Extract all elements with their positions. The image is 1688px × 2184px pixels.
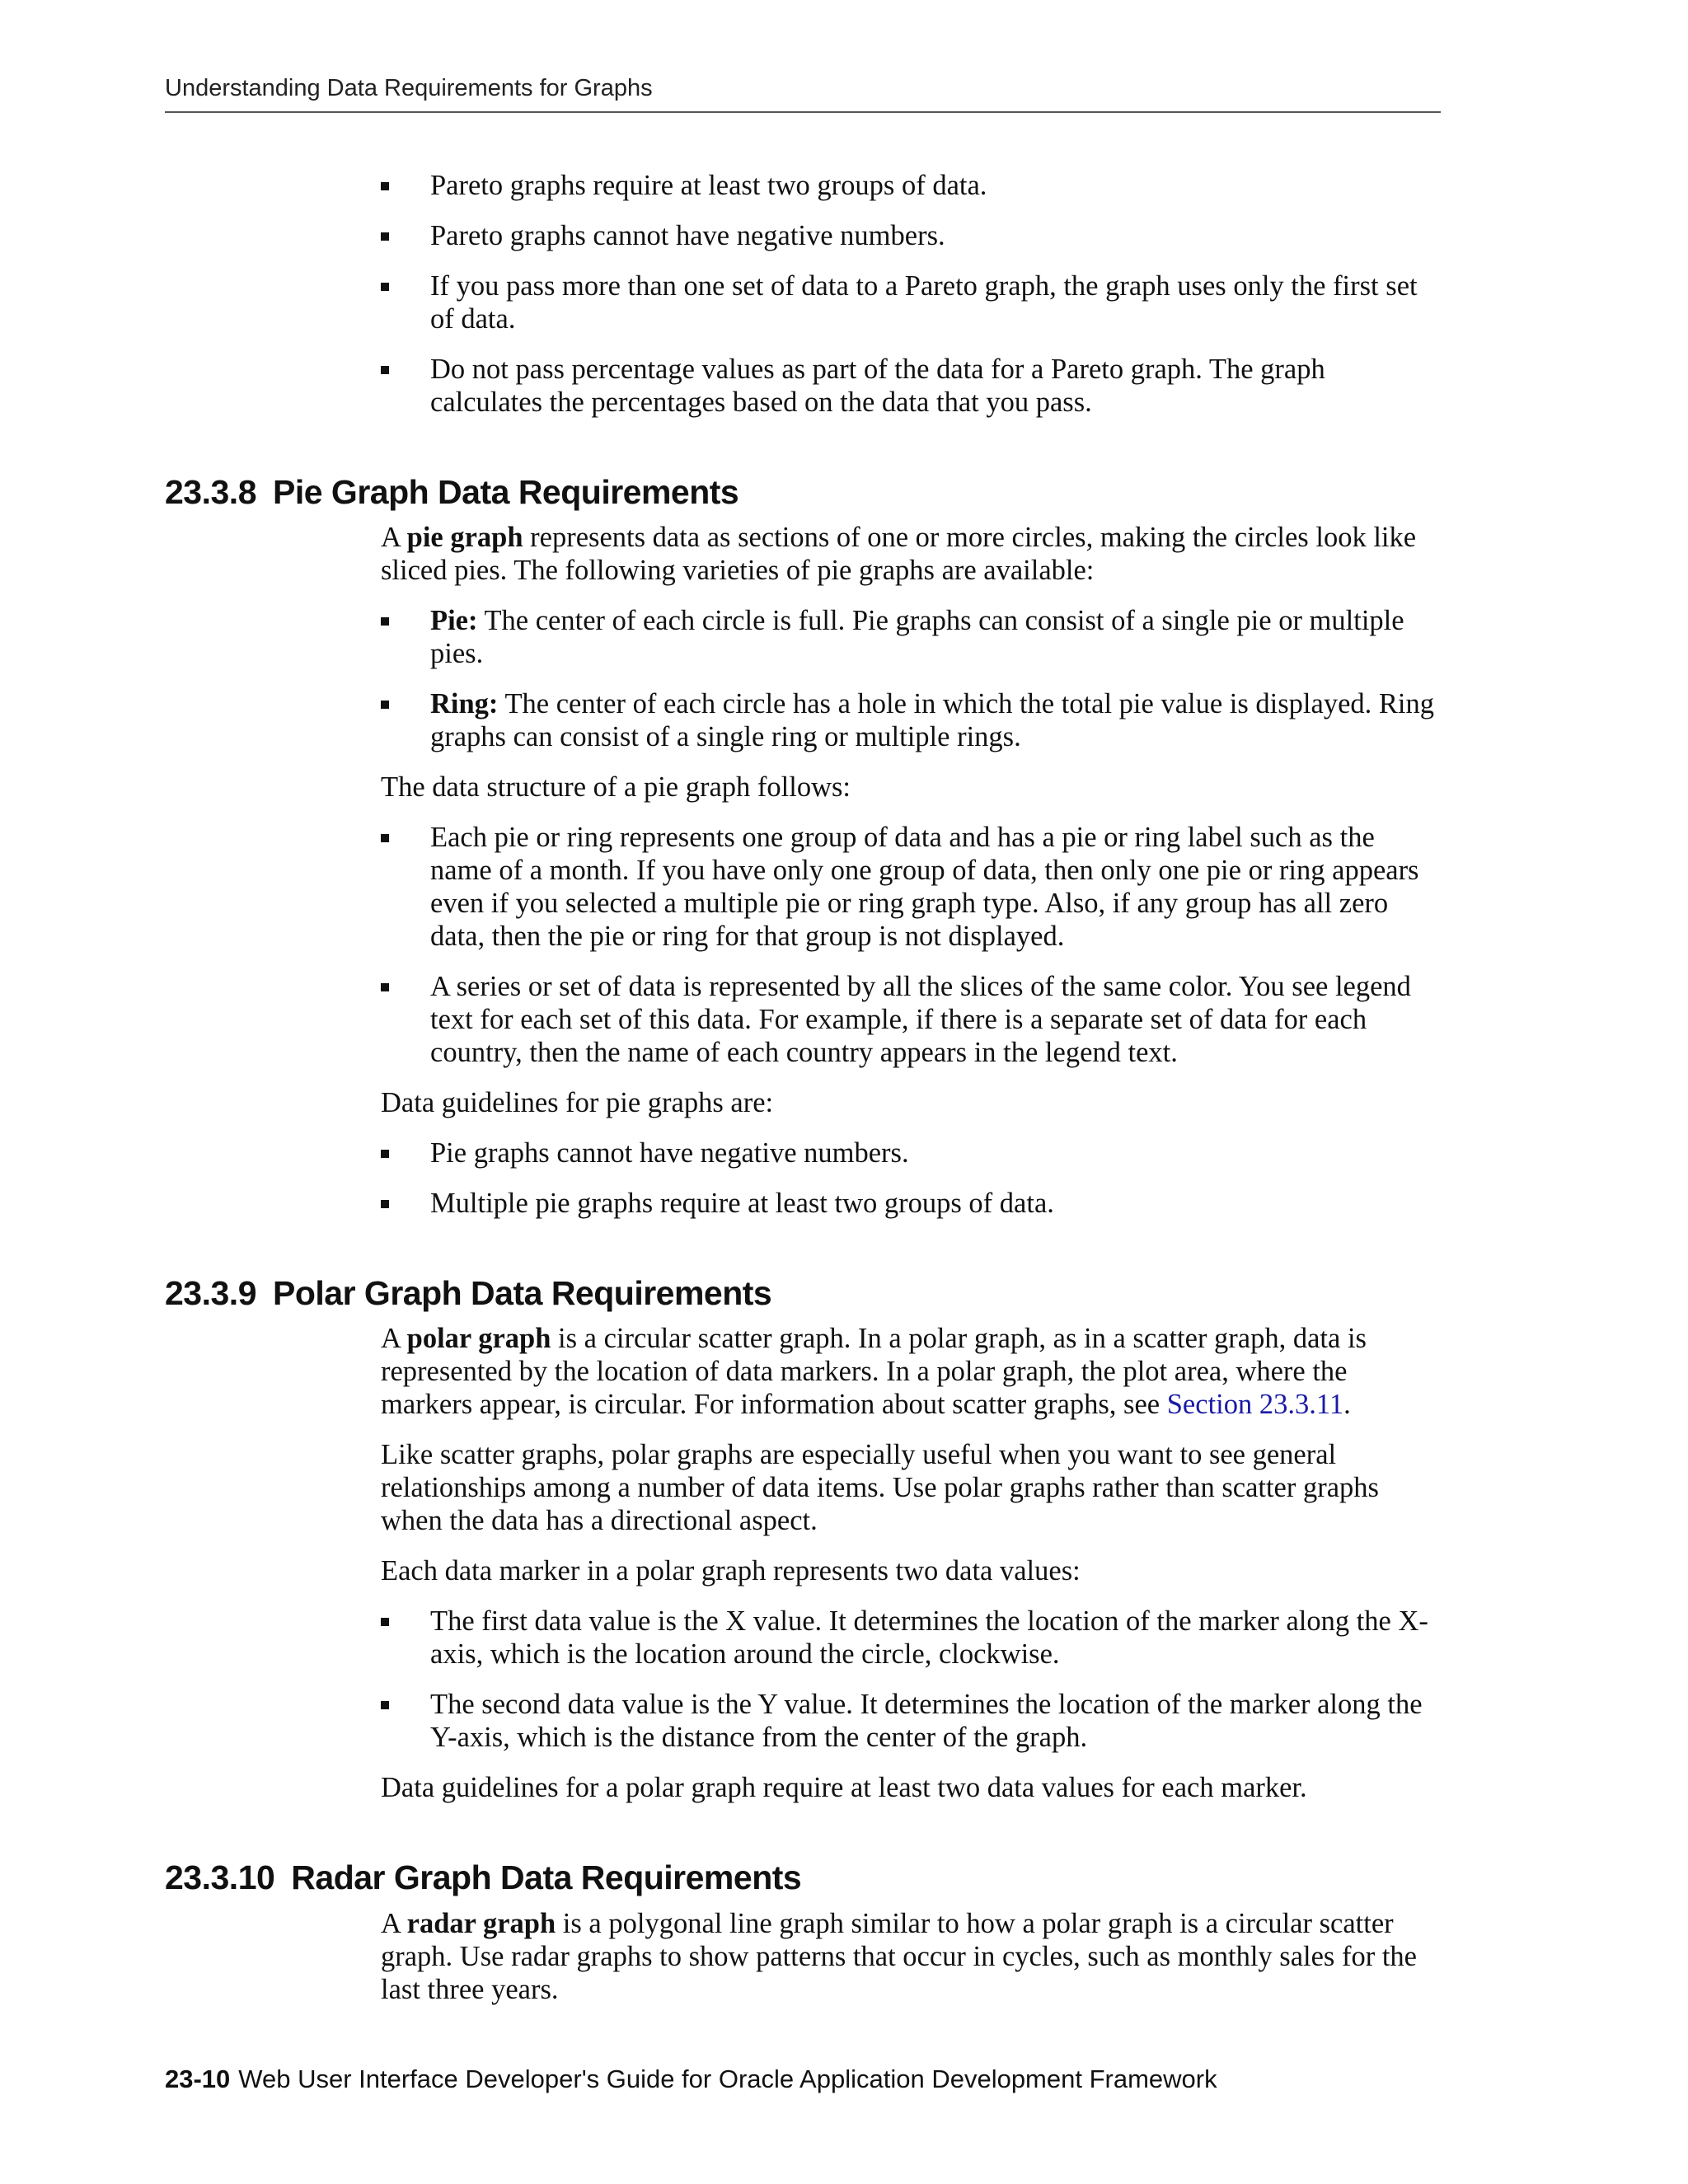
page-content — [165, 169, 1441, 2023]
term: Ring: — [430, 688, 499, 720]
section-number: 23.3.10 — [165, 1858, 275, 1897]
section-link[interactable]: Section 23.3.11 — [1166, 1389, 1344, 1421]
paragraph: Each data marker in a polar graph represents two data values: — [381, 1555, 1081, 1587]
running-header — [165, 74, 1441, 113]
section-body-radar — [381, 1907, 1441, 2006]
pareto-continuation — [381, 169, 1441, 419]
paragraph: Data guidelines for a polar graph require at least two data values for each marker. — [381, 1772, 1307, 1804]
section-heading-pie — [165, 472, 1441, 513]
section-body-pie — [381, 521, 1441, 1220]
square-bullet-icon — [381, 617, 389, 626]
square-bullet-icon — [381, 182, 389, 190]
guidelines-list — [381, 1137, 1441, 1220]
square-bullet-icon — [381, 701, 389, 709]
section-number: 23.3.8 — [165, 473, 256, 511]
list-item: The first data value is the X value. It determines the location of the marker along the X-axis, which is the location around the circle, clockwise. — [381, 1605, 1441, 1671]
term: pie graph — [406, 522, 523, 554]
square-bullet-icon — [381, 1200, 389, 1208]
section-body-polar — [381, 1322, 1441, 1804]
square-bullet-icon — [381, 232, 389, 241]
structure-list — [381, 821, 1441, 1069]
square-bullet-icon — [381, 983, 389, 991]
varieties-list — [381, 604, 1441, 753]
square-bullet-icon — [381, 1150, 389, 1158]
list-item: Pie: The center of each circle is full. Pie graphs can consist of a single pie or multiple pies. — [381, 604, 1441, 670]
square-bullet-icon — [381, 834, 389, 842]
pareto-bullet-list — [381, 169, 1441, 419]
paragraph: A pie graph represents data as sections of one or more circles, making the circles look like sliced pies. The following varieties of pie graphs are available: — [381, 522, 1417, 587]
list-item: If you pass more than one set of data to a Pareto graph, the graph uses only the first set of data. — [381, 269, 1441, 335]
term: polar graph — [406, 1323, 551, 1355]
square-bullet-icon — [381, 283, 389, 291]
list-item: Pareto graphs cannot have negative numbers. — [381, 219, 1441, 252]
square-bullet-icon — [381, 366, 389, 374]
section-heading-radar — [165, 1858, 1441, 1898]
paragraph: A polar graph is a circular scatter graph. In a polar graph, as in a scatter graph, data is represented by the location of data markers. In a polar graph, the plot area, where the markers appear, is circular. For information about scatter graphs, see Section 23.3.11. — [381, 1323, 1367, 1421]
section-title: Radar Graph Data Requirements — [291, 1858, 802, 1897]
list-item: Ring: The center of each circle has a hole in which the total pie value is displayed. Ring graphs can consist of a single ring or multiple rings. — [381, 687, 1441, 753]
paragraph: A radar graph is a polygonal line graph similar to how a polar graph is a circular scatter graph. Use radar graphs to show patterns that occur in cycles, such as monthly sales for the last three years. — [381, 1907, 1417, 2005]
list-item: A series or set of data is represented by all the slices of the same color. You see legend text for each set of this data. For example, if there is a separate set of data for each country, then the name of each country appears in the legend text. — [381, 970, 1441, 1069]
section-number: 23.3.9 — [165, 1274, 256, 1313]
term: radar graph — [406, 1907, 556, 1939]
list-item: Each pie or ring represents one group of data and has a pie or ring label such as the name of a month. If you have only one group of data, then only one pie or ring appears even if you selected a multiple pie or ring graph type. Also, if any group has all zero data, then the pie or ring for that group is not displayed. — [381, 821, 1441, 953]
list-item: Multiple pie graphs require at least two groups of data. — [381, 1187, 1441, 1220]
paragraph: Like scatter graphs, polar graphs are especially useful when you want to see general relationships among a number of data items. Use polar graphs rather than scatter graphs when the data has a directional aspect. — [381, 1439, 1379, 1537]
paragraph: The data structure of a pie graph follows: — [381, 771, 851, 804]
list-item: Pareto graphs require at least two groups of data. — [381, 169, 1441, 202]
list-item: Do not pass percentage values as part of the data for a Pareto graph. The graph calculates the percentages based on the data that you pass. — [381, 353, 1441, 419]
list-item: The second data value is the Y value. It determines the location of the marker along the Y-axis, which is the distance from the center of the graph. — [381, 1688, 1441, 1754]
page-number: 23-10 — [165, 2064, 231, 2093]
paragraph: Data guidelines for pie graphs are: — [381, 1087, 774, 1119]
square-bullet-icon — [381, 1701, 389, 1709]
page-footer — [165, 2064, 1217, 2094]
section-title: Pie Graph Data Requirements — [273, 473, 739, 511]
running-header-title: Understanding Data Requirements for Graphs — [165, 75, 653, 101]
book-title: Web User Interface Developer's Guide for Oracle Application Development Framework — [238, 2064, 1217, 2093]
marker-list — [381, 1605, 1441, 1754]
section-heading-polar — [165, 1273, 1441, 1314]
list-item: Pie graphs cannot have negative numbers. — [381, 1137, 1441, 1169]
square-bullet-icon — [381, 1618, 389, 1626]
section-title: Polar Graph Data Requirements — [273, 1274, 772, 1313]
term: Pie: — [430, 605, 478, 637]
